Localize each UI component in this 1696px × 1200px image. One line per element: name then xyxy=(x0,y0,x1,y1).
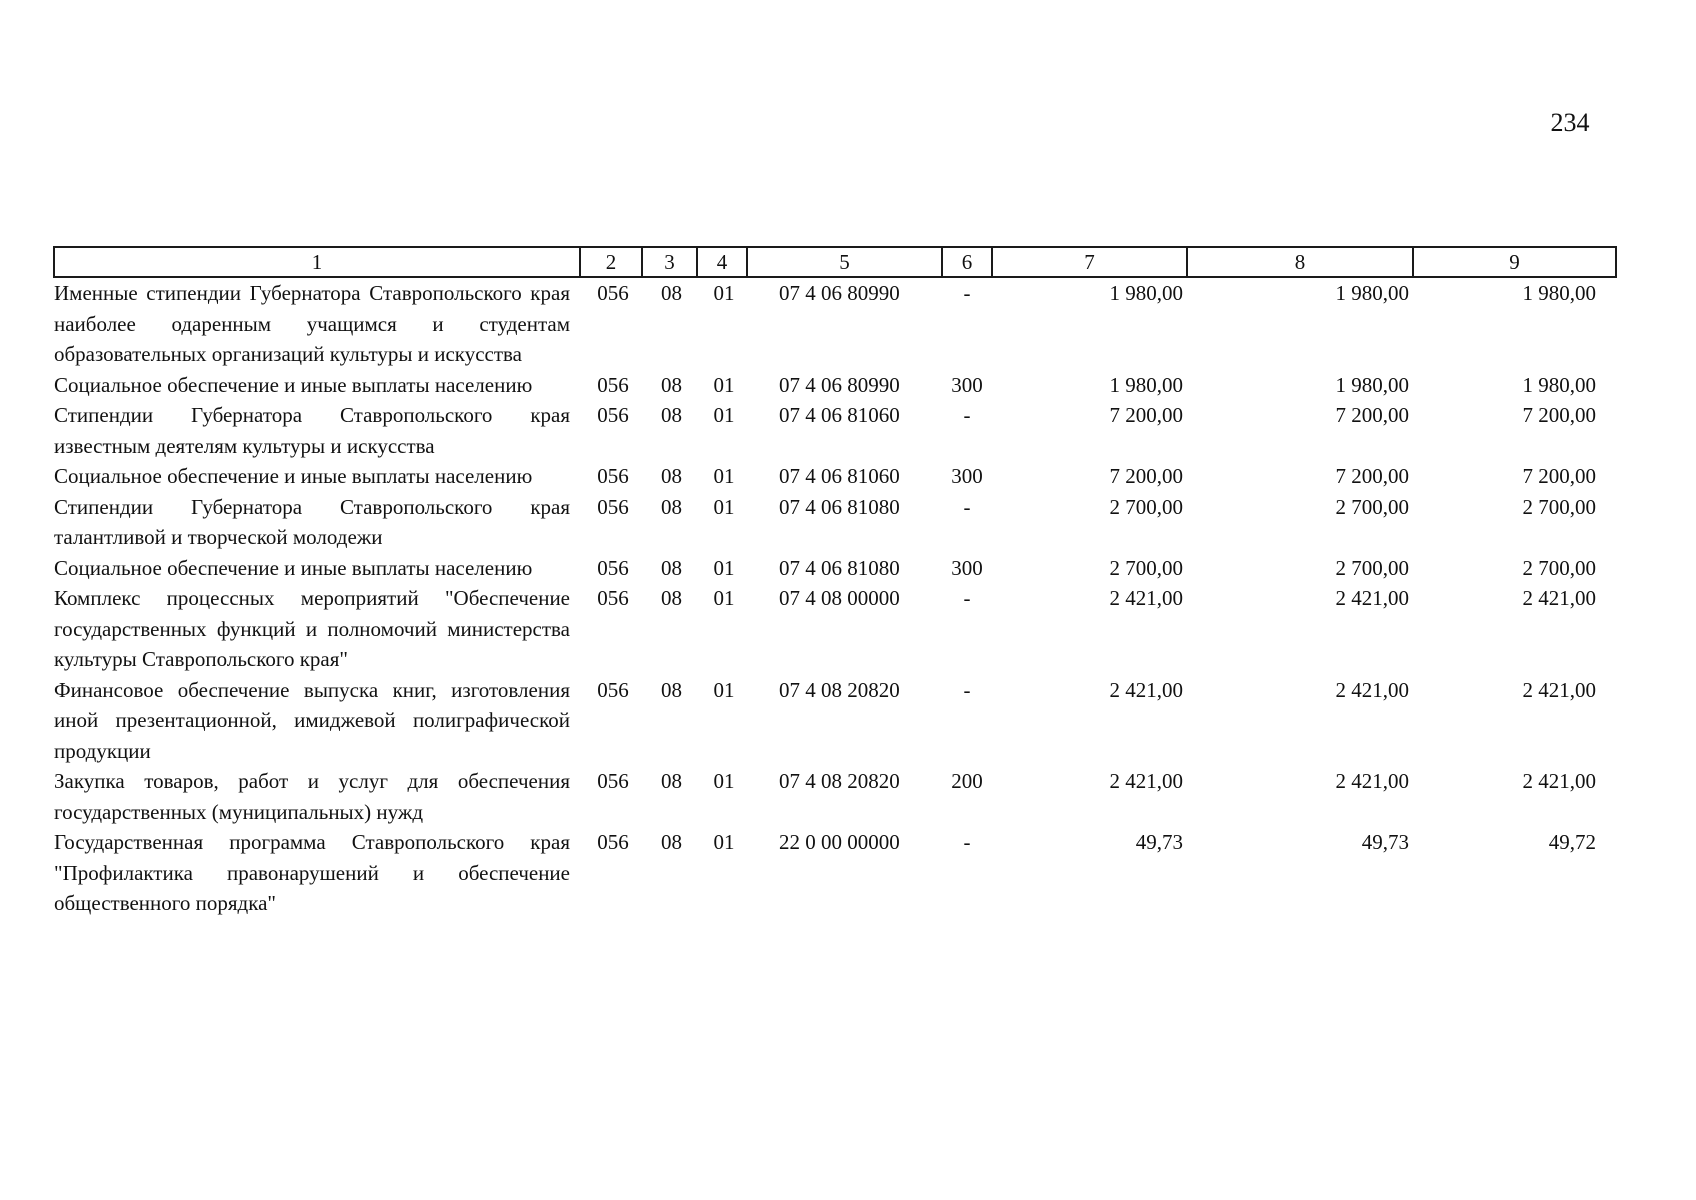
row-name: Социальное обеспечение и иные выплаты населению xyxy=(54,464,533,488)
row-amount-col8: 49,73 xyxy=(1361,830,1409,854)
row-ministry-code: 056 xyxy=(597,555,629,580)
row-subsection-code: 01 xyxy=(713,281,735,305)
row-ministry-code: 056 xyxy=(597,372,629,397)
row-amount-col9: 49,72 xyxy=(1548,830,1596,854)
row-section-code: 08 xyxy=(661,830,682,854)
row-amount-col7: 49,73 xyxy=(1135,830,1183,854)
row-name: Закупка товаров, работ и услуг для обеспечения государственных (муниципальных) нужд xyxy=(54,769,570,824)
row-section-code: 08 xyxy=(661,403,682,427)
row-amount-col8: 2 700,00 xyxy=(1335,494,1409,519)
row-expense-type: 200 xyxy=(951,769,983,793)
row-section-code: 08 xyxy=(661,586,682,610)
row-expense-type: - xyxy=(963,403,971,427)
row-amount-col9: 2 700,00 xyxy=(1522,494,1596,519)
row-expense-type: - xyxy=(963,586,971,610)
row-name: Социальное обеспечение и иные выплаты населению xyxy=(54,555,533,580)
row-amount-col8: 1 980,00 xyxy=(1335,372,1409,397)
table-row xyxy=(54,370,1616,401)
row-section-code: 08 xyxy=(661,281,682,305)
row-name: Стипендии Губернатора Ставропольского края известным деятелям культуры и искусства xyxy=(54,403,570,458)
row-expense-type: - xyxy=(963,281,971,305)
row-subsection-code: 01 xyxy=(713,555,735,580)
table-row xyxy=(54,553,1616,584)
row-expense-type: 300 xyxy=(951,555,983,580)
table-row xyxy=(54,400,1616,461)
row-amount-col9: 2 421,00 xyxy=(1522,677,1596,702)
row-section-code: 08 xyxy=(661,464,682,488)
row-amount-col9: 7 200,00 xyxy=(1522,403,1596,427)
row-amount-col8: 2 421,00 xyxy=(1335,586,1409,610)
header-col-9: 9 xyxy=(1413,247,1616,277)
row-name: Комплекс процессных мероприятий "Обеспечение государственных функций и полномочий министерства культуры Ставропольского края" xyxy=(54,586,570,671)
header-col-6: 6 xyxy=(942,247,992,277)
budget-table xyxy=(53,246,1617,919)
row-subsection-code: 01 xyxy=(713,769,735,793)
row-amount-col7: 1 980,00 xyxy=(1109,281,1183,305)
row-subsection-code: 01 xyxy=(713,403,735,427)
row-amount-col8: 7 200,00 xyxy=(1335,464,1409,488)
row-ministry-code: 056 xyxy=(597,403,629,427)
row-amount-col8: 1 980,00 xyxy=(1335,281,1409,305)
row-name: Именные стипендии Губернатора Ставропольского края наиболее одаренным учащимся и студентам образовательных организаций культуры и искусства xyxy=(54,281,570,366)
table-row xyxy=(54,492,1616,553)
row-target-article: 07 4 08 20820 xyxy=(779,769,900,793)
row-target-article: 22 0 00 00000 xyxy=(779,830,900,854)
row-subsection-code: 01 xyxy=(713,494,735,519)
table-row xyxy=(54,583,1616,675)
header-col-7: 7 xyxy=(992,247,1187,277)
row-target-article: 07 4 06 81080 xyxy=(779,494,900,519)
row-target-article: 07 4 08 20820 xyxy=(779,677,900,702)
row-expense-type: - xyxy=(963,830,971,854)
row-section-code: 08 xyxy=(661,769,682,793)
row-amount-col7: 7 200,00 xyxy=(1109,464,1183,488)
row-amount-col9: 2 700,00 xyxy=(1522,555,1596,580)
row-ministry-code: 056 xyxy=(597,830,629,854)
row-section-code: 08 xyxy=(661,677,682,702)
page-number: 234 xyxy=(1550,108,1590,137)
header-row xyxy=(54,247,1616,277)
row-amount-col7: 7 200,00 xyxy=(1109,403,1183,427)
row-name: Стипендии Губернатора Ставропольского края талантливой и творческой молодежи xyxy=(54,494,570,549)
header-col-5: 5 xyxy=(747,247,942,277)
row-target-article: 07 4 06 81060 xyxy=(779,464,900,488)
row-amount-col8: 2 700,00 xyxy=(1335,555,1409,580)
row-section-code: 08 xyxy=(661,372,682,397)
row-ministry-code: 056 xyxy=(597,769,629,793)
row-section-code: 08 xyxy=(661,555,682,580)
table-row xyxy=(54,277,1616,370)
row-amount-col7: 1 980,00 xyxy=(1109,372,1183,397)
table-header xyxy=(54,247,1616,277)
row-amount-col7: 2 421,00 xyxy=(1109,677,1183,702)
row-target-article: 07 4 06 80990 xyxy=(779,281,900,305)
row-amount-col7: 2 700,00 xyxy=(1109,494,1183,519)
row-amount-col7: 2 421,00 xyxy=(1109,769,1183,793)
row-subsection-code: 01 xyxy=(713,372,735,397)
header-col-4: 4 xyxy=(697,247,747,277)
table-row xyxy=(54,675,1616,767)
row-amount-col8: 2 421,00 xyxy=(1335,677,1409,702)
table-row xyxy=(54,461,1616,492)
row-target-article: 07 4 06 81060 xyxy=(779,403,900,427)
row-name: Финансовое обеспечение выпуска книг, изготовления иной презентационной, имиджевой полиграфической продукции xyxy=(54,677,570,763)
header-col-8: 8 xyxy=(1187,247,1413,277)
row-amount-col9: 1 980,00 xyxy=(1522,281,1596,305)
row-subsection-code: 01 xyxy=(713,464,735,488)
row-amount-col8: 2 421,00 xyxy=(1335,769,1409,793)
row-target-article: 07 4 06 80990 xyxy=(779,372,900,397)
header-col-1: 1 xyxy=(54,247,580,277)
row-amount-col7: 2 700,00 xyxy=(1109,555,1183,580)
header-col-2: 2 xyxy=(580,247,642,277)
table-body xyxy=(54,277,1616,919)
row-section-code: 08 xyxy=(661,494,682,519)
row-target-article: 07 4 06 81080 xyxy=(779,555,900,580)
row-expense-type: 300 xyxy=(951,372,983,397)
row-expense-type: - xyxy=(963,677,971,702)
row-amount-col9: 1 980,00 xyxy=(1522,372,1596,397)
row-amount-col9: 2 421,00 xyxy=(1522,769,1596,793)
row-amount-col9: 7 200,00 xyxy=(1522,464,1596,488)
row-subsection-code: 01 xyxy=(713,677,735,702)
row-amount-col8: 7 200,00 xyxy=(1335,403,1409,427)
row-ministry-code: 056 xyxy=(597,586,629,610)
table-row xyxy=(54,827,1616,919)
row-ministry-code: 056 xyxy=(597,494,629,519)
row-subsection-code: 01 xyxy=(713,586,735,610)
row-ministry-code: 056 xyxy=(597,281,629,305)
header-col-3: 3 xyxy=(642,247,697,277)
row-expense-type: 300 xyxy=(951,464,983,488)
row-amount-col7: 2 421,00 xyxy=(1109,586,1183,610)
table-row xyxy=(54,766,1616,827)
row-subsection-code: 01 xyxy=(713,830,735,854)
row-ministry-code: 056 xyxy=(597,677,629,702)
row-ministry-code: 056 xyxy=(597,464,629,488)
row-amount-col9: 2 421,00 xyxy=(1522,586,1596,610)
row-name: Социальное обеспечение и иные выплаты населению xyxy=(54,372,533,397)
row-expense-type: - xyxy=(963,494,971,519)
row-target-article: 07 4 08 00000 xyxy=(779,586,900,610)
row-name: Государственная программа Ставропольского края "Профилактика правонарушений и обеспечение общественного порядка" xyxy=(54,830,570,915)
